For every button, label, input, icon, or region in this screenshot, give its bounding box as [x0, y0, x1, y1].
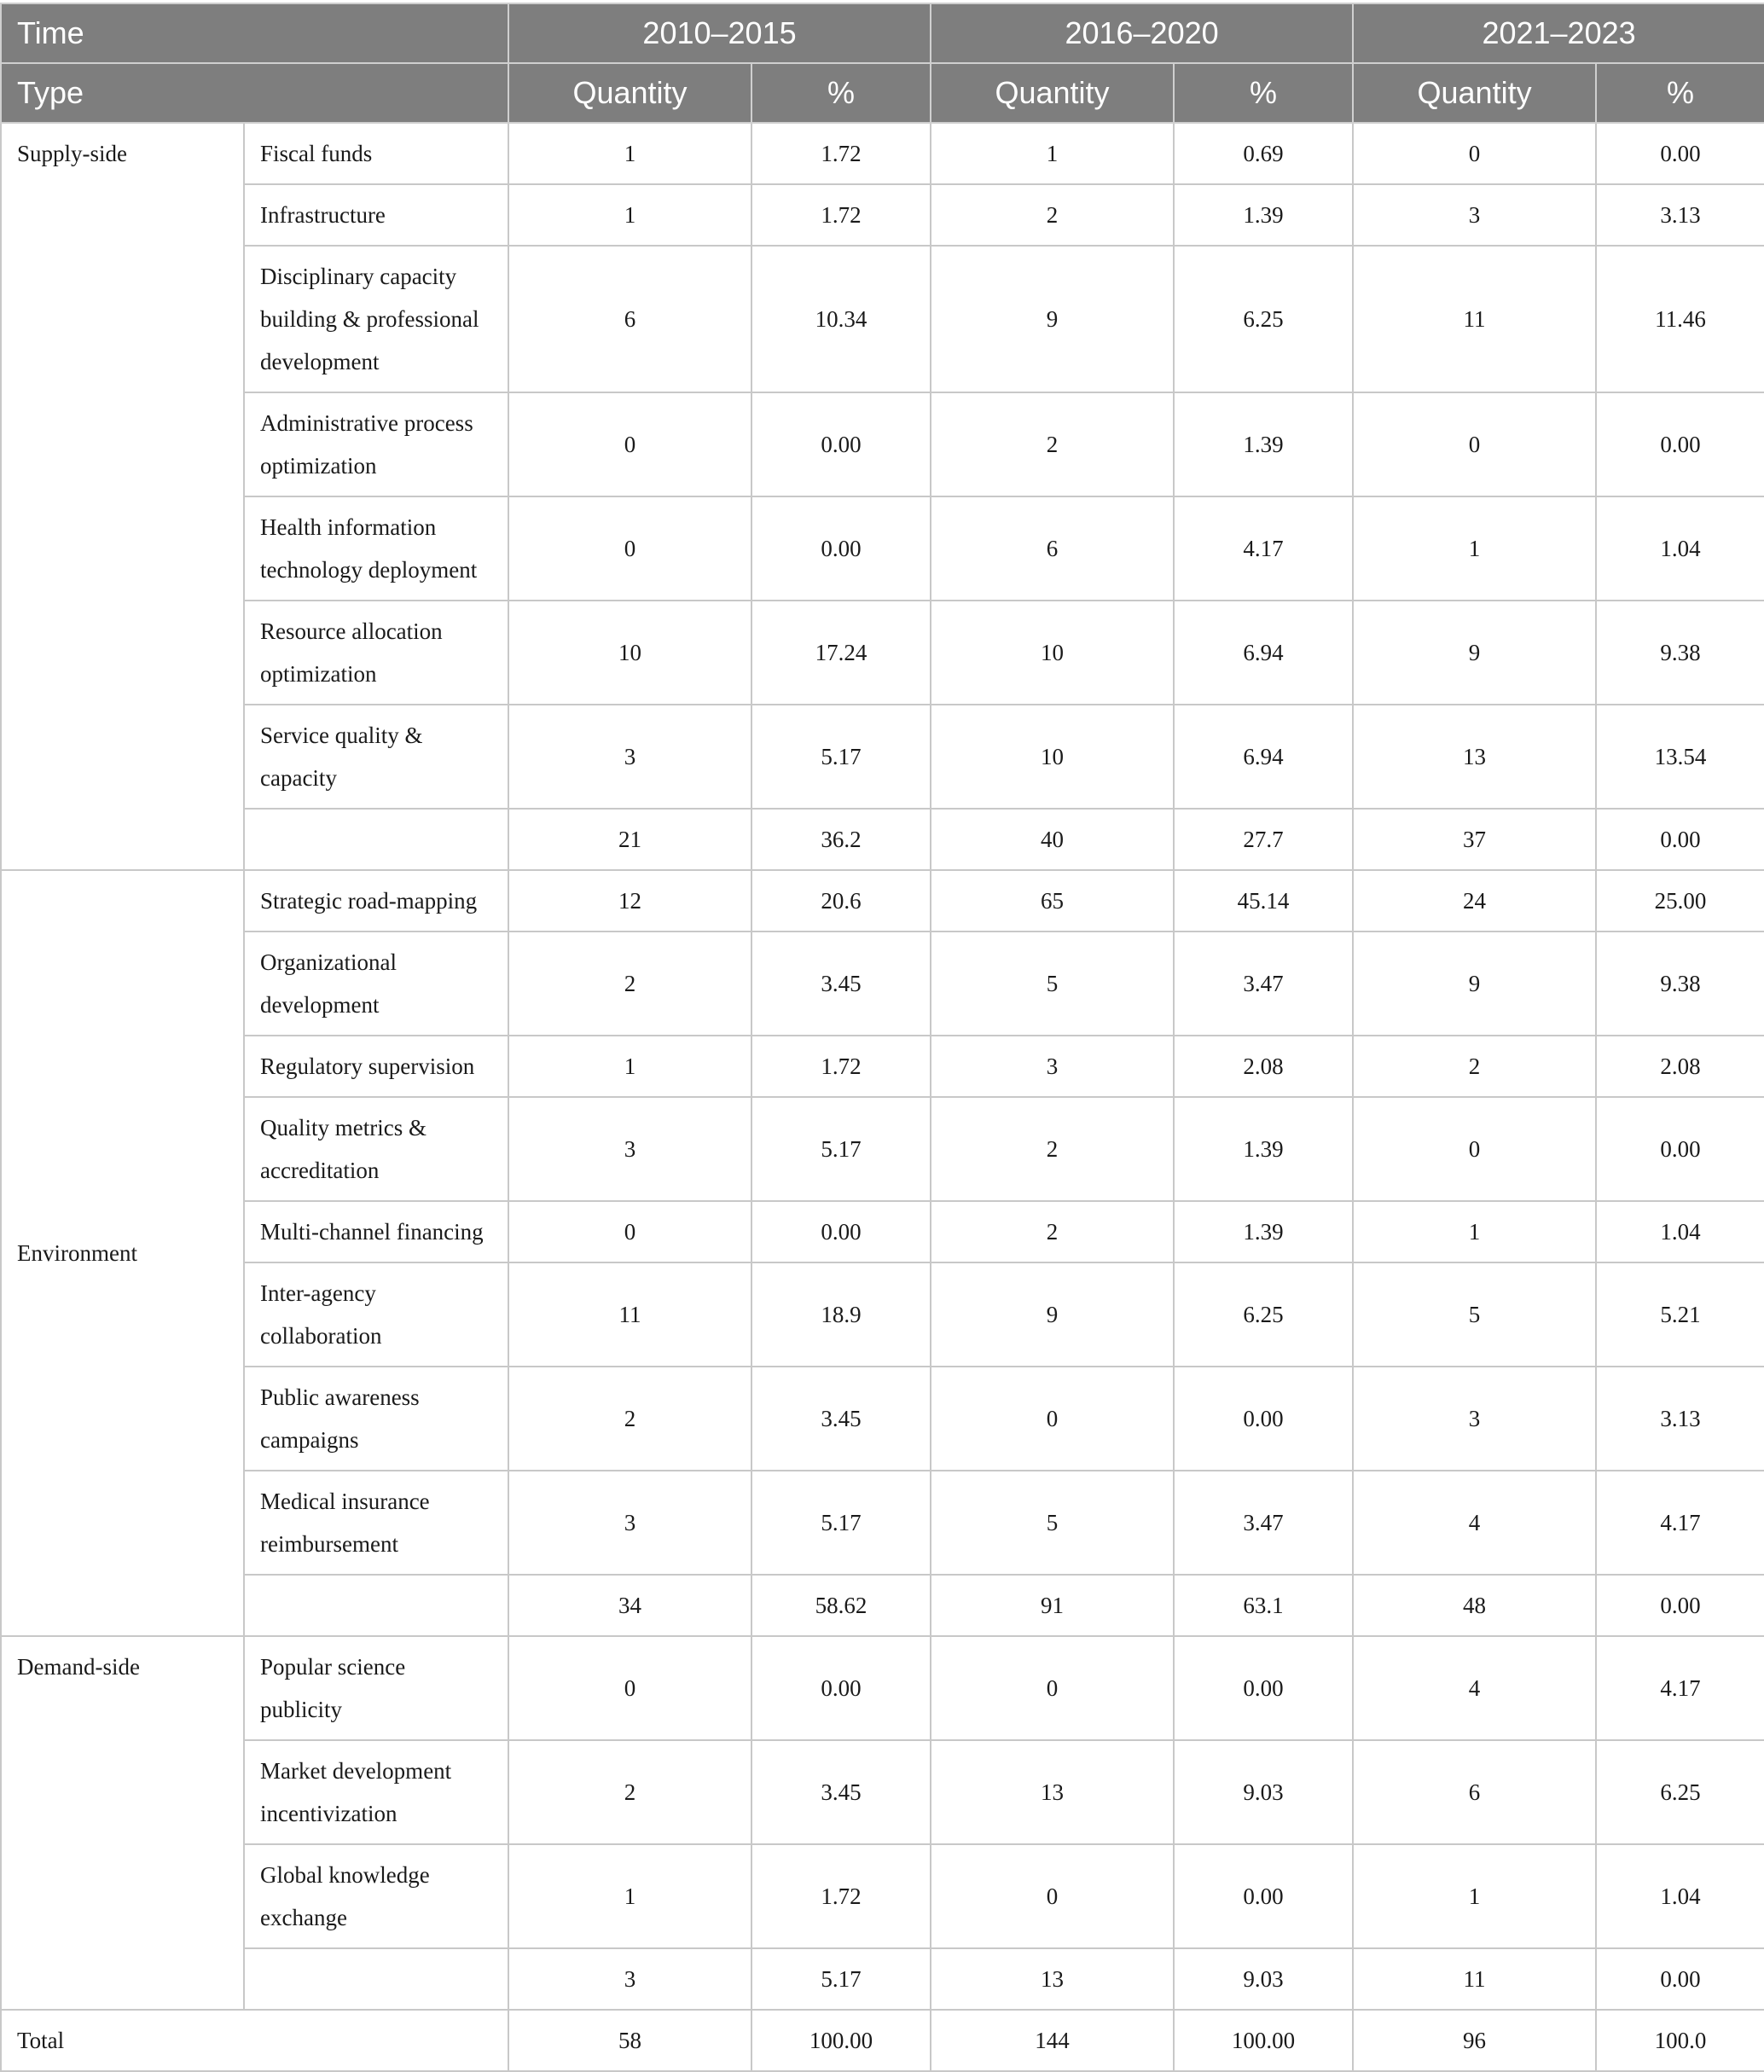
table-row [1, 1740, 1764, 1844]
table-cell: 11.46 [1596, 246, 1764, 392]
table-cell: 3 [508, 1097, 751, 1201]
table-cell: 0 [508, 1201, 751, 1262]
table-cell: 0 [508, 1636, 751, 1740]
table-cell: 24 [1353, 870, 1596, 932]
subtotal-row [1, 809, 1764, 870]
table-cell: 17.24 [751, 601, 931, 705]
table-cell: 63.1 [1174, 1575, 1353, 1636]
row-label [244, 1948, 508, 2010]
table-cell: 3 [508, 1471, 751, 1575]
table-cell: 2.08 [1174, 1036, 1353, 1097]
table-cell: 25.00 [1596, 870, 1764, 932]
group-type-label: Demand-side [1, 1636, 244, 2010]
table-cell: 9.38 [1596, 932, 1764, 1036]
subtotal-row [1, 1575, 1764, 1636]
table-cell: 9.03 [1174, 1948, 1353, 2010]
table-cell: 0.00 [1596, 1948, 1764, 2010]
table-cell: 18.9 [751, 1262, 931, 1367]
table-cell: 96 [1353, 2010, 1596, 2071]
table-cell: 2 [508, 1367, 751, 1471]
table-cell: 0.00 [751, 1636, 931, 1740]
row-label: Strategic road-mapping [244, 870, 508, 932]
table-cell: 4.17 [1596, 1636, 1764, 1740]
table-cell: 2 [931, 184, 1174, 246]
row-label: Public awareness campaigns [244, 1367, 508, 1471]
table-cell: 10 [508, 601, 751, 705]
table-cell: 1.39 [1174, 392, 1353, 496]
table-cell: 5.17 [751, 1948, 931, 2010]
table-cell: 3.45 [751, 1740, 931, 1844]
group-type-label: Environment [1, 870, 244, 1636]
row-label: Popular science publicity [244, 1636, 508, 1740]
row-label: Administrative process optimization [244, 392, 508, 496]
table-cell: 0.00 [1174, 1636, 1353, 1740]
policy-tool-table [0, 3, 1764, 2072]
table-cell: 6.94 [1174, 705, 1353, 809]
percent-header: % [751, 63, 931, 123]
table-cell: 13.54 [1596, 705, 1764, 809]
table-body [1, 123, 1764, 2071]
table-row [1, 1036, 1764, 1097]
table-cell: 13 [931, 1740, 1174, 1844]
table-cell: 4.17 [1596, 1471, 1764, 1575]
table-row [1, 1636, 1764, 1740]
group-type-label: Supply-side [1, 123, 244, 870]
percent-header: % [1174, 63, 1353, 123]
table-cell: 1.04 [1596, 1844, 1764, 1948]
table-cell: 91 [931, 1575, 1174, 1636]
table-cell: 6 [1353, 1740, 1596, 1844]
table-cell: 3.47 [1174, 1471, 1353, 1575]
table-cell: 34 [508, 1575, 751, 1636]
table-cell: 3.13 [1596, 1367, 1764, 1471]
table-cell: 0.00 [751, 1201, 931, 1262]
table-cell: 0.00 [1596, 809, 1764, 870]
table-cell: 3 [1353, 1367, 1596, 1471]
row-label: Global knowledge exchange [244, 1844, 508, 1948]
table-cell: 20.6 [751, 870, 931, 932]
table-cell: 5.17 [751, 1471, 931, 1575]
table-cell: 4 [1353, 1636, 1596, 1740]
table-cell: 0.00 [1174, 1367, 1353, 1471]
table-cell: 0 [1353, 1097, 1596, 1201]
table-cell: 144 [931, 2010, 1174, 2071]
period-header: 2010–2015 [508, 3, 931, 63]
subtotal-row [1, 1948, 1764, 2010]
row-label: Multi-channel financing [244, 1201, 508, 1262]
table-cell: 0 [508, 392, 751, 496]
table-cell: 37 [1353, 809, 1596, 870]
table-cell: 5 [931, 932, 1174, 1036]
row-label: Medical insurance reimbursement [244, 1471, 508, 1575]
row-label: Health information technology deployment [244, 496, 508, 601]
time-header: Time [1, 3, 508, 63]
table-row [1, 496, 1764, 601]
table-cell: 4.17 [1174, 496, 1353, 601]
table-cell: 27.7 [1174, 809, 1353, 870]
type-header: Type [1, 63, 508, 123]
table-cell: 6.25 [1174, 246, 1353, 392]
row-label: Regulatory supervision [244, 1036, 508, 1097]
table-cell: 3 [508, 1948, 751, 2010]
table-cell: 6.25 [1174, 1262, 1353, 1367]
total-label: Total [1, 2010, 508, 2071]
table-row [1, 1262, 1764, 1367]
table-cell: 3.45 [751, 932, 931, 1036]
table-cell: 9 [1353, 601, 1596, 705]
table-cell: 11 [508, 1262, 751, 1367]
row-label: Quality metrics & accreditation [244, 1097, 508, 1201]
header-row-type [1, 63, 1764, 123]
table-cell: 58.62 [751, 1575, 931, 1636]
table-cell: 1 [508, 1036, 751, 1097]
table-cell: 6 [508, 246, 751, 392]
table-cell: 45.14 [1174, 870, 1353, 932]
table-cell: 6 [931, 496, 1174, 601]
table-cell: 0.00 [751, 392, 931, 496]
table-cell: 2 [1353, 1036, 1596, 1097]
table-cell: 0.00 [751, 496, 931, 601]
table-cell: 2 [931, 392, 1174, 496]
table-cell: 5.21 [1596, 1262, 1764, 1367]
table-cell: 1.39 [1174, 184, 1353, 246]
row-label: Market development incentivization [244, 1740, 508, 1844]
table-cell: 0 [931, 1844, 1174, 1948]
table-row [1, 246, 1764, 392]
table-cell: 1 [508, 123, 751, 184]
table-cell: 3 [931, 1036, 1174, 1097]
table-cell: 0.00 [1174, 1844, 1353, 1948]
table-cell: 1.72 [751, 123, 931, 184]
row-label [244, 1575, 508, 1636]
table-row [1, 1471, 1764, 1575]
table-cell: 100.00 [1174, 2010, 1353, 2071]
table-cell: 2 [931, 1201, 1174, 1262]
quantity-header: Quantity [931, 63, 1174, 123]
table-cell: 0.00 [1596, 123, 1764, 184]
table-row [1, 392, 1764, 496]
table-cell: 1 [931, 123, 1174, 184]
table-cell: 3 [1353, 184, 1596, 246]
table-cell: 1.72 [751, 184, 931, 246]
row-label: Fiscal funds [244, 123, 508, 184]
table-row [1, 1844, 1764, 1948]
table-cell: 0 [1353, 392, 1596, 496]
table-cell: 1.72 [751, 1036, 931, 1097]
table-row [1, 1097, 1764, 1201]
table-cell: 12 [508, 870, 751, 932]
table-cell: 1 [1353, 1844, 1596, 1948]
table-cell: 1.04 [1596, 1201, 1764, 1262]
period-header: 2021–2023 [1353, 3, 1764, 63]
table-cell: 3.47 [1174, 932, 1353, 1036]
table-cell: 1.04 [1596, 496, 1764, 601]
table-cell: 1.39 [1174, 1201, 1353, 1262]
table-row [1, 1367, 1764, 1471]
table-cell: 1 [508, 184, 751, 246]
table-cell: 4 [1353, 1471, 1596, 1575]
table-cell: 65 [931, 870, 1174, 932]
table-cell: 58 [508, 2010, 751, 2071]
table-cell: 5.17 [751, 705, 931, 809]
table-cell: 100.00 [751, 2010, 931, 2071]
table-cell: 9 [931, 246, 1174, 392]
table-cell: 10 [931, 601, 1174, 705]
table-cell: 40 [931, 809, 1174, 870]
table-row [1, 932, 1764, 1036]
table-cell: 0 [931, 1367, 1174, 1471]
row-label: Infrastructure [244, 184, 508, 246]
period-header: 2016–2020 [931, 3, 1353, 63]
table-cell: 48 [1353, 1575, 1596, 1636]
table-cell: 9.03 [1174, 1740, 1353, 1844]
table-cell: 6.94 [1174, 601, 1353, 705]
row-label: Organizational development [244, 932, 508, 1036]
table-cell: 1 [1353, 1201, 1596, 1262]
row-label [244, 809, 508, 870]
table-cell: 3.13 [1596, 184, 1764, 246]
table-row [1, 123, 1764, 184]
row-label: Service quality & capacity [244, 705, 508, 809]
table-cell: 9 [1353, 932, 1596, 1036]
percent-header: % [1596, 63, 1764, 123]
table-cell: 0.00 [1596, 1575, 1764, 1636]
row-label: Disciplinary capacity building & professional development [244, 246, 508, 392]
row-label: Resource allocation optimization [244, 601, 508, 705]
row-label: Inter-agency collaboration [244, 1262, 508, 1367]
table-cell: 3 [508, 705, 751, 809]
table-cell: 36.2 [751, 809, 931, 870]
table-cell: 13 [931, 1948, 1174, 2010]
table-cell: 0 [508, 496, 751, 601]
table-cell: 6.25 [1596, 1740, 1764, 1844]
table-cell: 13 [1353, 705, 1596, 809]
table-cell: 21 [508, 809, 751, 870]
table-cell: 9.38 [1596, 601, 1764, 705]
table-cell: 0 [1353, 123, 1596, 184]
quantity-header: Quantity [1353, 63, 1596, 123]
table-cell: 2 [508, 932, 751, 1036]
table-cell: 1.72 [751, 1844, 931, 1948]
table-row [1, 870, 1764, 932]
table-cell: 9 [931, 1262, 1174, 1367]
table-cell: 5 [931, 1471, 1174, 1575]
table-cell: 0.00 [1596, 1097, 1764, 1201]
table-cell: 0.69 [1174, 123, 1353, 184]
table-cell: 1.39 [1174, 1097, 1353, 1201]
total-row [1, 2010, 1764, 2071]
table-row [1, 601, 1764, 705]
table-cell: 1 [508, 1844, 751, 1948]
table-cell: 2.08 [1596, 1036, 1764, 1097]
table-cell: 5.17 [751, 1097, 931, 1201]
table-cell: 10 [931, 705, 1174, 809]
table-cell: 2 [508, 1740, 751, 1844]
table-cell: 10.34 [751, 246, 931, 392]
table-cell: 0.00 [1596, 392, 1764, 496]
table-cell: 0 [931, 1636, 1174, 1740]
table-cell: 11 [1353, 246, 1596, 392]
table-row [1, 184, 1764, 246]
quantity-header: Quantity [508, 63, 751, 123]
table-cell: 1 [1353, 496, 1596, 601]
table-cell: 11 [1353, 1948, 1596, 2010]
table-cell: 2 [931, 1097, 1174, 1201]
table-row [1, 705, 1764, 809]
table-cell: 100.0 [1596, 2010, 1764, 2071]
header-row-time [1, 3, 1764, 63]
table-row [1, 1201, 1764, 1262]
table-cell: 3.45 [751, 1367, 931, 1471]
table-cell: 5 [1353, 1262, 1596, 1367]
